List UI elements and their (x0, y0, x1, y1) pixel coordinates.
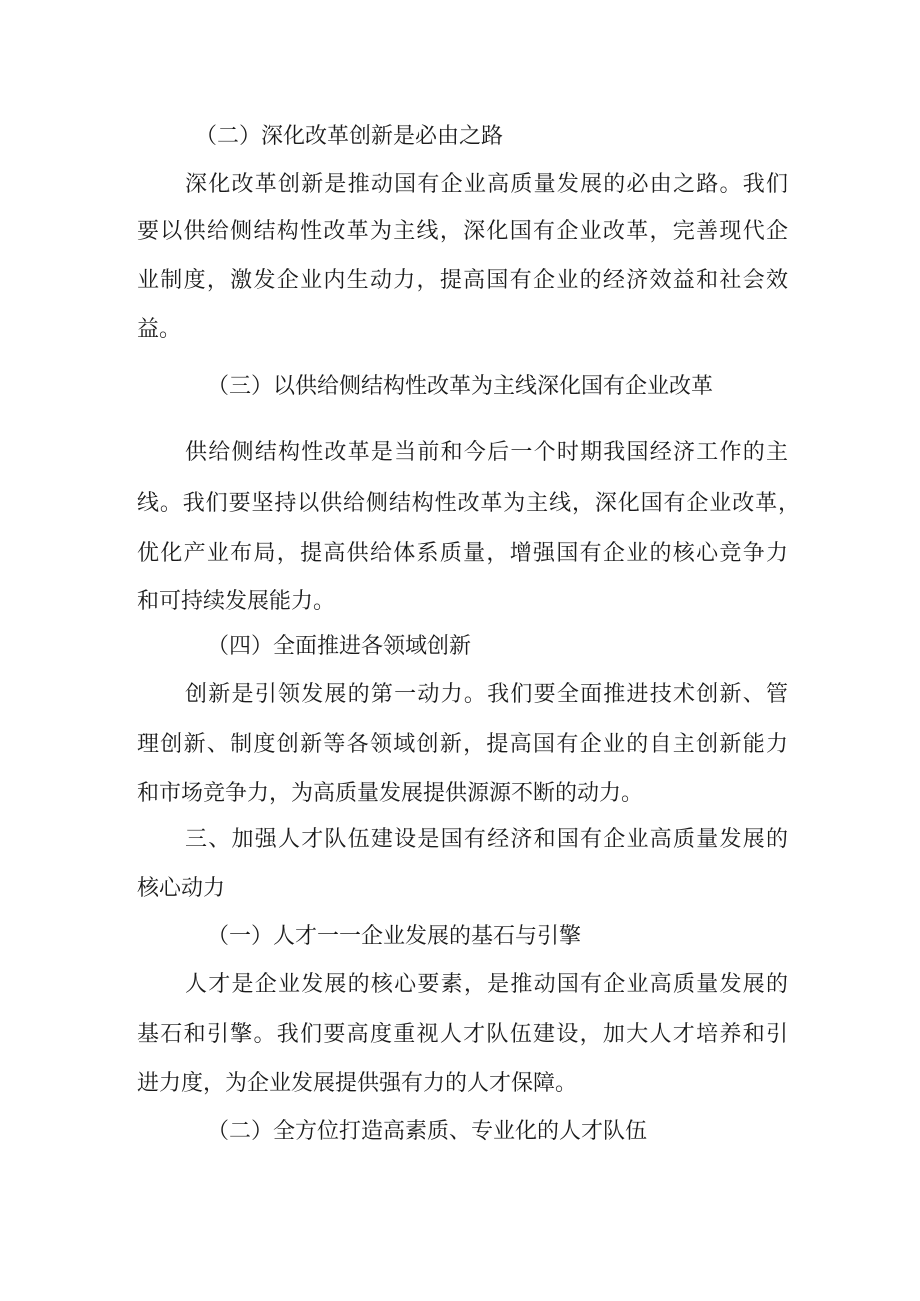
chapter-title: 三、加强人才队伍建设是国有经济和国有企业高质量发展的 (185, 827, 788, 852)
paragraph-line: 基石和引擎。我们要高度重视人才队伍建设，加大人才培养和引 (137, 1022, 788, 1047)
paragraph-line: 要以供给侧结构性改革为主线，深化国有企业改革，完善现代企 (137, 219, 788, 244)
paragraph-line: 人才是企业发展的核心要素，是推动国有企业高质量发展的 (185, 972, 788, 997)
paragraph-line: 和可持续发展能力。 (137, 589, 336, 614)
paragraph-line: 供给侧结构性改革是当前和今后一个时期我国经济工作的主 (185, 440, 788, 465)
paragraph-line: 进力度，为企业发展提供强有力的人才保障。 (137, 1071, 578, 1096)
section-heading: （三）以供给侧结构性改革为主线深化国有企业改革 (207, 374, 714, 399)
paragraph-line: 和市场竞争力，为高质量发展提供源源不断的动力。 (137, 781, 644, 806)
paragraph-line: 线。我们要坚持以供给侧结构性改革为主线，深化国有企业改革， (137, 491, 800, 516)
paragraph-line: 深化改革创新是推动国有企业高质量发展的必由之路。我们 (185, 172, 788, 197)
section-heading: （二）深化改革创新是必由之路 (195, 124, 504, 149)
paragraph-line: 理创新、制度创新等各领域创新，提高国有企业的自主创新能力 (137, 732, 788, 757)
paragraph-line: 益。 (137, 317, 182, 342)
section-heading: （一）人才一一企业发展的基石与引擎 (207, 924, 582, 949)
section-heading: （二）全方位打造高素质、专业化的人才队伍 (207, 1119, 648, 1144)
paragraph-line: 创新是引领发展的第一动力。我们要全面推进技术创新、管 (185, 682, 788, 707)
paragraph-line: 优化产业布局，提高供给体系质量，增强国有企业的核心竞争力 (137, 541, 788, 566)
paragraph-line: 业制度，激发企业内生动力，提高国有企业的经济效益和社会效 (137, 268, 788, 293)
section-heading: （四）全面推进各领域创新 (207, 634, 472, 659)
chapter-title: 核心动力 (137, 876, 226, 901)
